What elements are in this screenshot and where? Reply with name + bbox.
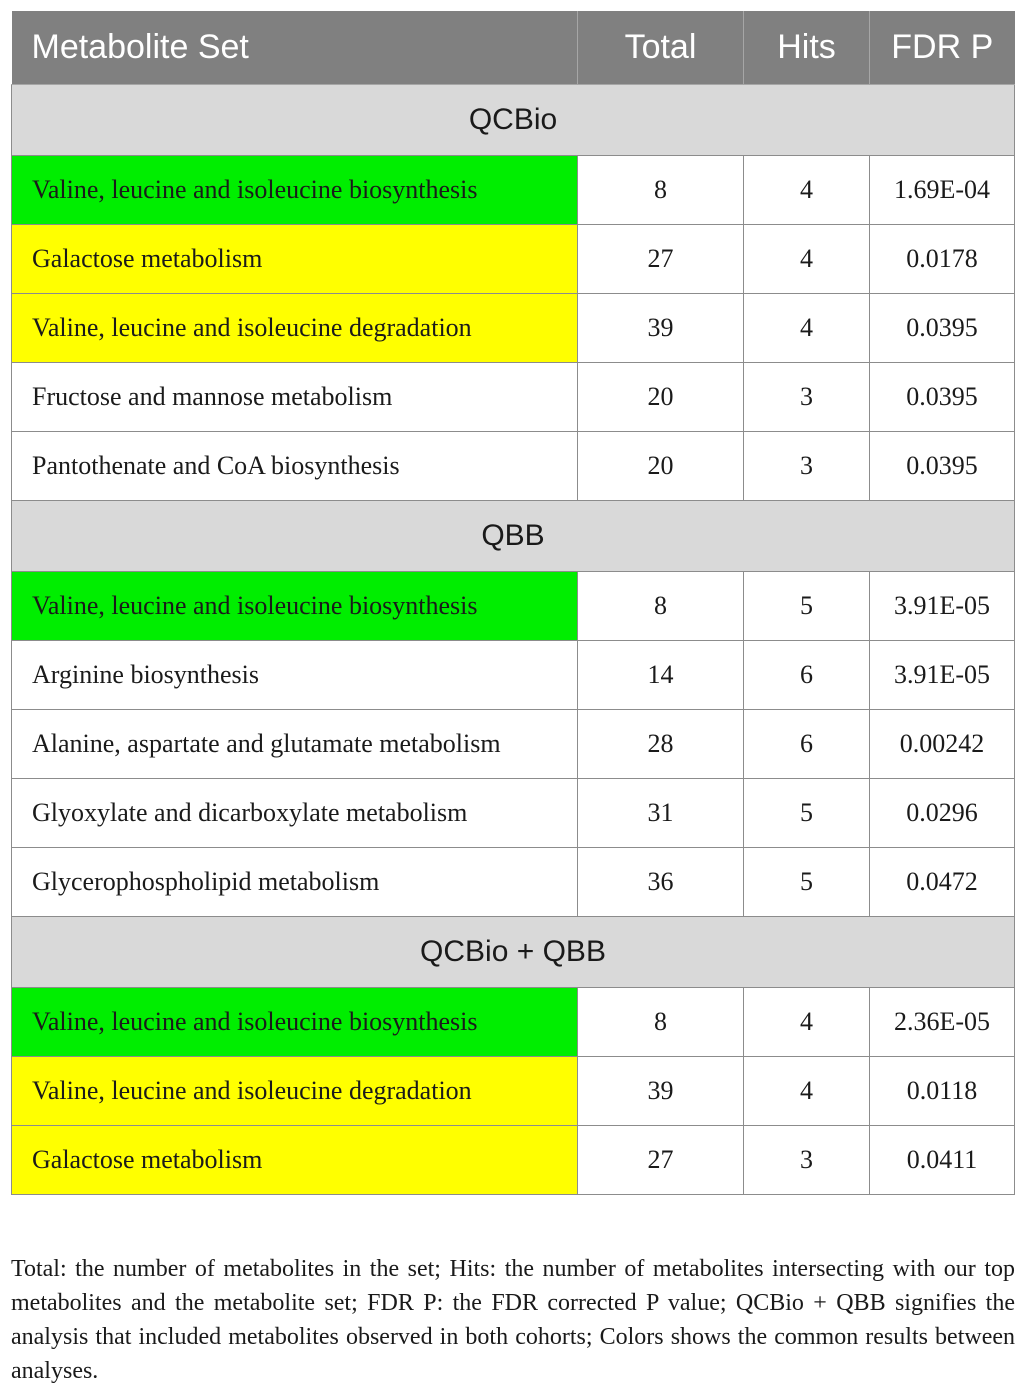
- total-cell: 31: [578, 779, 744, 848]
- fdr-p-cell: 3.91E-05: [870, 572, 1015, 641]
- total-cell: 8: [578, 988, 744, 1057]
- fdr-p-cell: 0.0296: [870, 779, 1015, 848]
- fdr-p-cell: 0.00242: [870, 710, 1015, 779]
- table-row: [12, 225, 1015, 294]
- fdr-p-cell: 0.0395: [870, 432, 1015, 501]
- metabolite-set-cell: Valine, leucine and isoleucine biosynthesis: [12, 572, 578, 641]
- group-row: [12, 85, 1015, 156]
- hits-cell: 5: [744, 572, 870, 641]
- total-cell: 28: [578, 710, 744, 779]
- group-label: QBB: [12, 501, 1015, 572]
- hits-cell: 3: [744, 432, 870, 501]
- group-row: [12, 501, 1015, 572]
- header-row: [12, 11, 1015, 85]
- metabolite-set-cell: Fructose and mannose metabolism: [12, 363, 578, 432]
- hits-cell: 6: [744, 641, 870, 710]
- metabolite-set-cell: Valine, leucine and isoleucine degradation: [12, 1057, 578, 1126]
- fdr-p-cell: 0.0395: [870, 294, 1015, 363]
- fdr-p-cell: 1.69E-04: [870, 156, 1015, 225]
- hits-cell: 4: [744, 988, 870, 1057]
- table-row: [12, 710, 1015, 779]
- metabolite-set-cell: Galactose metabolism: [12, 225, 578, 294]
- table-row: [12, 848, 1015, 917]
- fdr-p-cell: 0.0411: [870, 1126, 1015, 1195]
- fdr-p-cell: 0.0472: [870, 848, 1015, 917]
- total-cell: 39: [578, 294, 744, 363]
- total-cell: 20: [578, 363, 744, 432]
- total-cell: 36: [578, 848, 744, 917]
- total-cell: 20: [578, 432, 744, 501]
- hits-cell: 4: [744, 1057, 870, 1126]
- total-cell: 27: [578, 225, 744, 294]
- total-cell: 39: [578, 1057, 744, 1126]
- total-cell: 14: [578, 641, 744, 710]
- table-row: [12, 294, 1015, 363]
- fdr-p-cell: 2.36E-05: [870, 988, 1015, 1057]
- total-cell: 27: [578, 1126, 744, 1195]
- hits-cell: 4: [744, 225, 870, 294]
- table-row: [12, 156, 1015, 225]
- table-row: [12, 641, 1015, 710]
- group-label: QCBio + QBB: [12, 917, 1015, 988]
- group-label: QCBio: [12, 85, 1015, 156]
- metabolite-set-cell: Glyoxylate and dicarboxylate metabolism: [12, 779, 578, 848]
- table-row: [12, 1057, 1015, 1126]
- table-row: [12, 363, 1015, 432]
- group-row: [12, 917, 1015, 988]
- metabolite-set-cell: Pantothenate and CoA biosynthesis: [12, 432, 578, 501]
- metabolite-set-cell: Galactose metabolism: [12, 1126, 578, 1195]
- total-cell: 8: [578, 572, 744, 641]
- table-row: [12, 432, 1015, 501]
- fdr-p-cell: 3.91E-05: [870, 641, 1015, 710]
- table-row: [12, 779, 1015, 848]
- metabolite-set-cell: Arginine biosynthesis: [12, 641, 578, 710]
- table-body: [12, 85, 1015, 1195]
- table-row: [12, 572, 1015, 641]
- hits-cell: 6: [744, 710, 870, 779]
- hits-cell: 5: [744, 848, 870, 917]
- hits-cell: 3: [744, 1126, 870, 1195]
- table-row: [12, 988, 1015, 1057]
- header-hits: Hits: [744, 11, 870, 85]
- header-fdr-p: FDR P: [870, 11, 1015, 85]
- fdr-p-cell: 0.0178: [870, 225, 1015, 294]
- total-cell: 8: [578, 156, 744, 225]
- hits-cell: 3: [744, 363, 870, 432]
- metabolite-set-cell: Valine, leucine and isoleucine degradation: [12, 294, 578, 363]
- metabolite-set-cell: Alanine, aspartate and glutamate metabolism: [12, 710, 578, 779]
- metabolite-set-table: [11, 11, 1015, 1195]
- metabolite-set-cell: Glycerophospholipid metabolism: [12, 848, 578, 917]
- fdr-p-cell: 0.0395: [870, 363, 1015, 432]
- table-caption: Total: the number of metabolites in the set; Hits: the number of metabolites intersecting with our top metabolites and the metabolite set; FDR P: the FDR corrected P value; QCBio + QBB signifies the analysis that included metabolites observed in both cohorts; Colors shows the common results between analyses.: [11, 1256, 1015, 1384]
- header-total: Total: [578, 11, 744, 85]
- metabolite-set-cell: Valine, leucine and isoleucine biosynthesis: [12, 988, 578, 1057]
- fdr-p-cell: 0.0118: [870, 1057, 1015, 1126]
- table-row: [12, 1126, 1015, 1195]
- hits-cell: 4: [744, 294, 870, 363]
- header-metabolite-set: Metabolite Set: [12, 11, 578, 85]
- hits-cell: 5: [744, 779, 870, 848]
- metabolite-set-cell: Valine, leucine and isoleucine biosynthesis: [12, 156, 578, 225]
- hits-cell: 4: [744, 156, 870, 225]
